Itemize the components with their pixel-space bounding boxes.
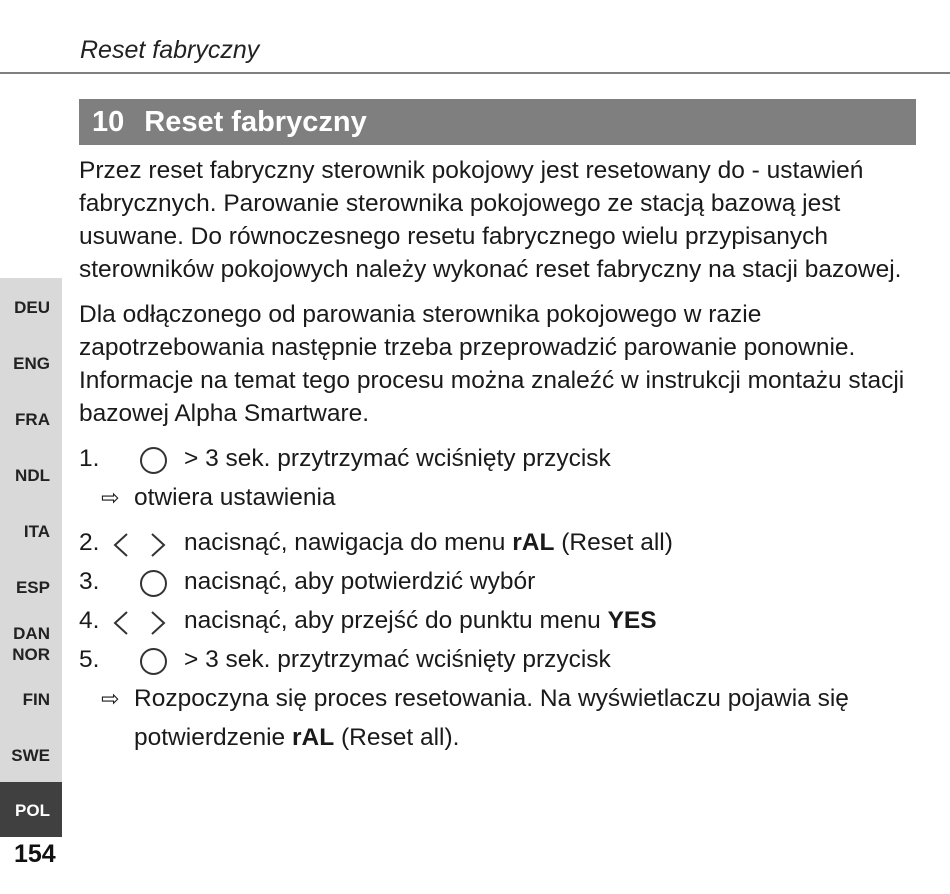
section-heading	[79, 99, 916, 145]
lang-tab-eng[interactable]: ENG	[13, 354, 50, 373]
lang-tab-esp[interactable]: ESP	[15, 578, 50, 597]
chevron-right-icon	[149, 532, 167, 558]
step-text: nacisnąć, nawigacja do menu rAL (Reset all)	[184, 529, 673, 556]
header-rule	[0, 72, 950, 74]
language-sidebar	[0, 278, 62, 837]
menu-code: rAL	[292, 724, 335, 751]
main-content	[79, 154, 929, 766]
result-arrow-icon: ⇨	[101, 485, 120, 510]
step-number: 3.	[79, 568, 100, 595]
step-icons	[109, 604, 185, 637]
circle-button-icon	[140, 447, 167, 474]
step-icons	[109, 565, 185, 598]
step-4	[79, 604, 929, 643]
lang-tab-ndl[interactable]: NDL	[15, 466, 50, 485]
chevron-left-icon	[112, 532, 130, 558]
step-5-result	[79, 682, 929, 760]
result-text-line-1: Rozpoczyna się proces resetowania. Na wyświetlaczu pojawia się	[134, 685, 849, 712]
step-number: 2.	[79, 529, 100, 556]
step-text: > 3 sek. przytrzymać wciśnięty przycisk	[184, 646, 611, 673]
step-3	[79, 565, 929, 604]
step-text: nacisnąć, aby potwierdzić wybór	[184, 568, 536, 595]
step-5	[79, 643, 929, 682]
lang-tab-deu[interactable]: DEU	[14, 298, 50, 317]
result-text-line-2: potwierdzenie rAL (Reset all).	[134, 724, 460, 751]
circle-button-icon	[140, 648, 167, 675]
section-title: Reset fabryczny	[144, 106, 367, 138]
step-1	[79, 442, 929, 481]
step-number: 4.	[79, 607, 100, 634]
step-icons	[109, 643, 185, 676]
result-arrow-icon: ⇨	[101, 686, 120, 711]
step-icons	[109, 526, 185, 559]
menu-code: YES	[607, 607, 657, 634]
lang-tab-dan-nor[interactable]: DAN NOR	[12, 624, 50, 664]
menu-code: rAL	[512, 529, 555, 556]
lang-tab-pol[interactable]: POL	[0, 782, 62, 837]
running-header: Reset fabryczny	[80, 36, 260, 64]
section-number: 10	[92, 106, 125, 138]
chevron-right-icon	[149, 610, 167, 636]
step-number: 1.	[79, 445, 100, 472]
lang-tab-swe[interactable]: SWE	[11, 746, 50, 765]
step-1-result	[79, 481, 929, 520]
lang-tab-fin[interactable]: FIN	[22, 690, 50, 709]
lang-tab-ita[interactable]: ITA	[23, 522, 50, 541]
lang-tab-fra[interactable]: FRA	[15, 410, 50, 429]
pairing-paragraph: Dla odłączonego od parowania sterownika pokojowego w razie zapotrzebowania następnie trzeba przeprowadzić parowanie ponownie. Informacje na temat tego procesu można znaleźć w instrukcji montażu stacji bazowej Alpha Smartware.	[79, 301, 905, 427]
step-text: nacisnąć, aby przejść do punktu menu YES	[184, 607, 657, 634]
step-text: > 3 sek. przytrzymać wciśnięty przycisk	[184, 445, 611, 472]
step-number: 5.	[79, 646, 100, 673]
page-number: 154	[14, 840, 56, 868]
circle-button-icon	[140, 570, 167, 597]
step-2	[79, 526, 929, 565]
step-icons	[109, 442, 185, 475]
chevron-left-icon	[112, 610, 130, 636]
intro-paragraph: Przez reset fabryczny sterownik pokojowy jest resetowany do - ustawień fabrycznych. Parowanie sterownika pokojowego ze stacją bazową jest usuwane. Do równoczesnego resetu fabrycznego wielu przypisanych sterowników pokojowych należy wykonać reset fabryczny na stacji bazowej.	[79, 157, 902, 283]
result-text: otwiera ustawienia	[134, 484, 336, 511]
